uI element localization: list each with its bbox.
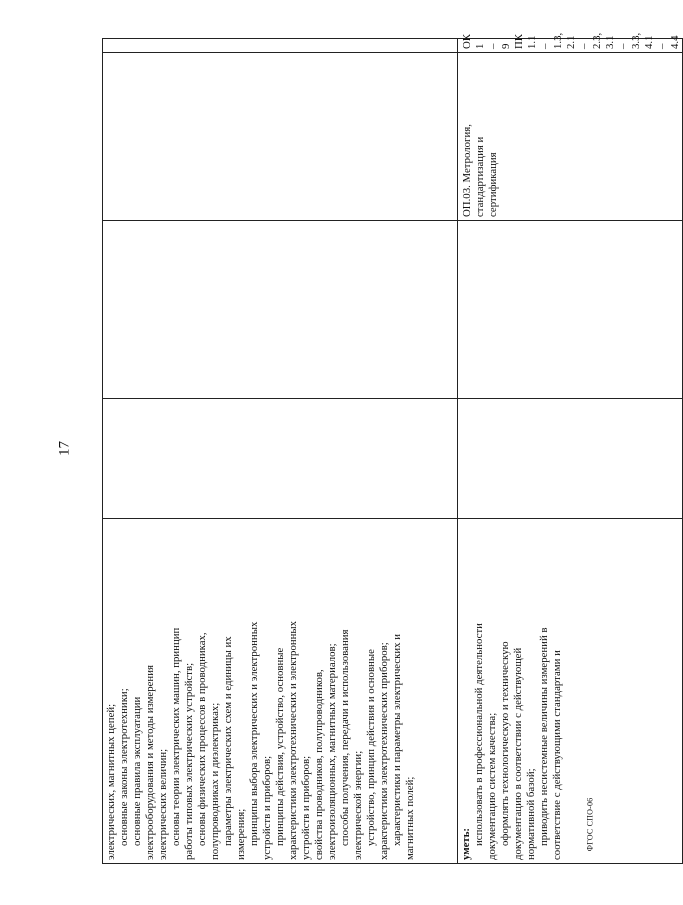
list-item: документацию в соответствии с действующей xyxy=(512,647,524,860)
code-line: 3.1 – 3.3, xyxy=(604,32,642,49)
discipline-name: ОП.03. Метрология, стандартизация и сертификация xyxy=(461,124,499,217)
empty-cell xyxy=(103,399,458,519)
list-item: документацию систем качества; xyxy=(486,712,498,860)
rotated-table-container xyxy=(102,32,681,864)
list-item: основы теории электрических машин, принцип xyxy=(170,627,182,846)
list-item: полупроводниках и диэлектриках; xyxy=(209,702,221,860)
list-item: электрической энергии; xyxy=(352,750,364,860)
list-item: основные правила эксплуатации xyxy=(131,696,143,846)
competency-table xyxy=(102,32,683,864)
list-item: работы типовых электрических устройств; xyxy=(183,662,195,860)
list-item: соответствие с действующими стандартами и xyxy=(551,650,563,860)
list-item: способы получения, передачи и использования xyxy=(339,629,351,846)
list-item: устройств и приборов; xyxy=(261,755,273,860)
code-line: 4.1 – 4.4 xyxy=(643,35,681,49)
list-item: свойства проводников, полупроводников, xyxy=(313,669,325,860)
table-row-skills xyxy=(458,39,683,864)
list-item: устройство, принцип действия и основные xyxy=(365,649,377,846)
knowledge-cell xyxy=(103,519,458,864)
empty-cell xyxy=(103,53,458,221)
list-item: нормативной базой; xyxy=(525,768,537,860)
list-item: магнитных полей; xyxy=(404,776,416,860)
empty-cell xyxy=(103,221,458,399)
list-item: основы физических процессов в проводниках, xyxy=(196,632,208,846)
list-item: характеристики электротехнических приборов; xyxy=(378,642,390,860)
table-row-knowledge xyxy=(103,39,458,864)
list-item: электрических величин; xyxy=(157,748,169,860)
list-item: основные законы электротехники; xyxy=(118,688,130,846)
list-item: использовать в профессиональной деятельности xyxy=(473,623,485,846)
list-item: характеристики электротехнических и электронных xyxy=(287,620,299,860)
competency-codes xyxy=(458,32,682,52)
skills-cell xyxy=(458,519,683,864)
list-item: оформлять технологическую и техническую xyxy=(499,641,511,846)
list-item: электроизоляционных, магнитных материалов; xyxy=(326,643,338,860)
list-item: электрических, магнитных цепей; xyxy=(105,703,117,860)
code-line: ПК 1.1 – 1.3, xyxy=(513,32,564,49)
list-item: измерения; xyxy=(235,808,247,860)
page-number: 17 xyxy=(56,441,73,456)
footer-label: ФГОС СПО-06 xyxy=(585,797,595,852)
list-item: характеристики и параметры электрических и xyxy=(391,633,403,846)
empty-cell xyxy=(103,39,458,53)
list-item: принципы выбора электрических и электронных xyxy=(248,621,260,846)
list-item: параметры электрических схем и единицы их xyxy=(222,636,234,846)
empty-cell xyxy=(458,221,683,399)
code-line: 2.1 – 2.3, xyxy=(565,32,603,49)
codes-cell xyxy=(458,32,683,53)
code-line: ОК 1 – 9 xyxy=(461,34,512,49)
list-item: устройств и приборов; xyxy=(300,755,312,860)
list-item: приводить несистемные величины измерений в xyxy=(538,627,550,846)
section-heading: уметь: xyxy=(460,827,472,860)
discipline-cell xyxy=(458,53,683,221)
empty-cell xyxy=(458,399,683,519)
list-item: принципы действия, устройство, основные xyxy=(274,647,286,846)
list-item: электрооборудования и методы измерения xyxy=(144,665,156,860)
